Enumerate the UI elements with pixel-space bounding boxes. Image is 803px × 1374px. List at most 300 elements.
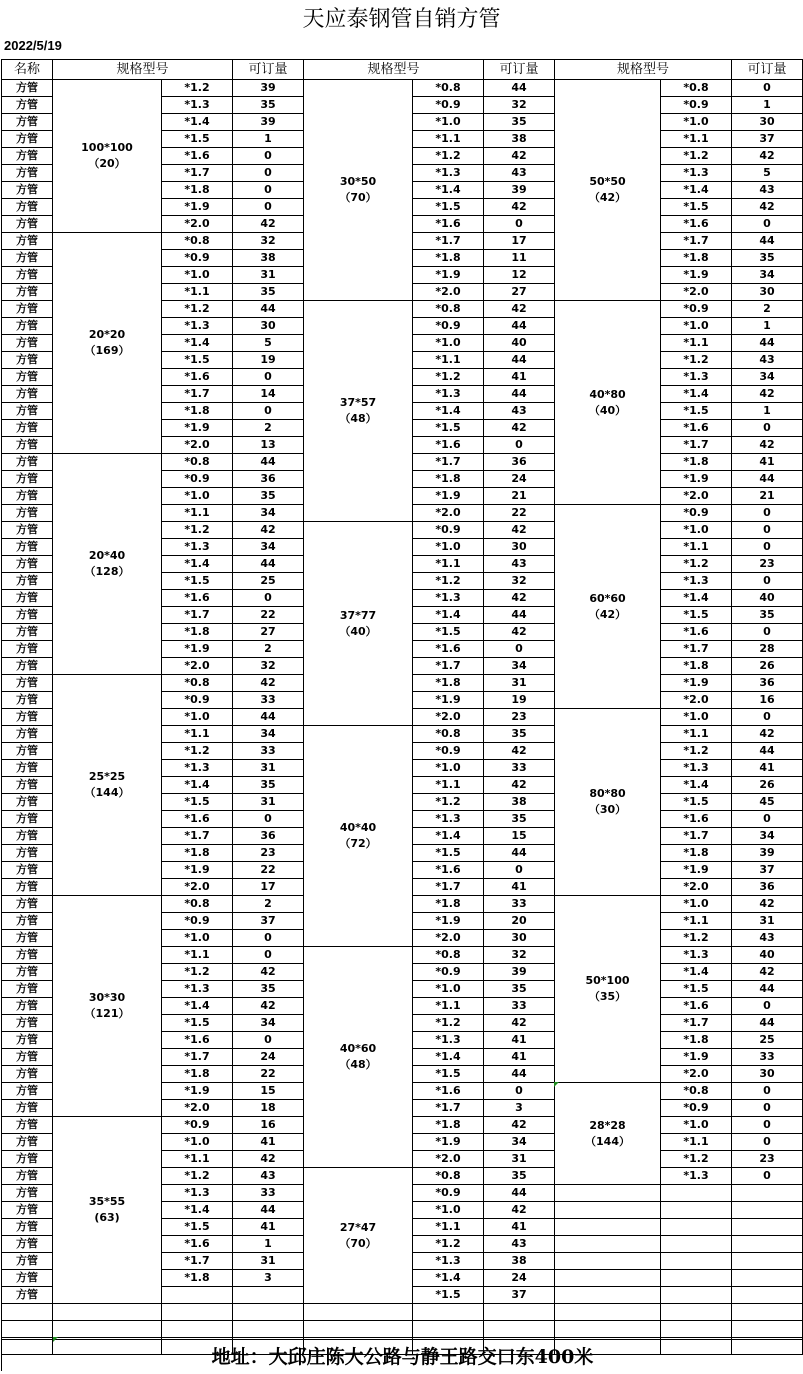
quantity-cell: 23 xyxy=(233,845,304,862)
quantity-cell: 44 xyxy=(233,1202,304,1219)
thickness-cell: *0.9 xyxy=(413,522,484,539)
thickness-cell: *2.0 xyxy=(162,879,233,896)
thickness-cell: *2.0 xyxy=(162,658,233,675)
product-name-cell: 方管 xyxy=(2,1236,53,1253)
thickness-cell: *1.2 xyxy=(162,1168,233,1185)
spec-count: （70） xyxy=(339,1236,377,1250)
spec-size: 37*57 xyxy=(339,396,377,409)
product-name-cell: 方管 xyxy=(2,148,53,165)
product-name-cell: 方管 xyxy=(2,1287,53,1304)
thickness-cell: *1.9 xyxy=(162,862,233,879)
quantity-cell: 33 xyxy=(484,760,555,777)
quantity-cell: 42 xyxy=(732,148,803,165)
quantity-cell: 27 xyxy=(233,624,304,641)
thickness-cell: *1.2 xyxy=(413,369,484,386)
thickness-cell: *1.9 xyxy=(162,1083,233,1100)
thickness-cell: *1.9 xyxy=(661,267,732,284)
thickness-cell: *2.0 xyxy=(661,488,732,505)
header-row xyxy=(2,60,803,80)
table-row xyxy=(2,1321,803,1338)
thickness-cell: *0.9 xyxy=(413,964,484,981)
product-name-cell: 方管 xyxy=(2,641,53,658)
thickness-cell: *1.5 xyxy=(162,352,233,369)
quantity-cell: 34 xyxy=(233,1015,304,1032)
quantity-cell: 1 xyxy=(732,97,803,114)
quantity-cell: 32 xyxy=(484,947,555,964)
empty-cell xyxy=(304,1321,413,1338)
quantity-cell: 31 xyxy=(732,913,803,930)
spec-group-cell xyxy=(53,80,162,233)
quantity-cell: 40 xyxy=(484,335,555,352)
quantity-cell: 42 xyxy=(484,624,555,641)
thickness-cell: *1.7 xyxy=(661,828,732,845)
empty-cell xyxy=(732,1321,803,1338)
thickness-cell: *1.0 xyxy=(413,1202,484,1219)
quantity-cell: 41 xyxy=(732,454,803,471)
empty-cell xyxy=(732,1219,803,1236)
quantity-cell: 39 xyxy=(484,182,555,199)
cell-comment-marker-icon xyxy=(53,1337,58,1342)
quantity-cell: 0 xyxy=(233,369,304,386)
product-name-cell: 方管 xyxy=(2,539,53,556)
thickness-cell: *1.8 xyxy=(162,845,233,862)
product-name-cell: 方管 xyxy=(2,692,53,709)
product-name-cell: 方管 xyxy=(2,828,53,845)
quantity-cell: 0 xyxy=(732,80,803,97)
empty-cell xyxy=(555,1321,661,1338)
thickness-cell: *1.5 xyxy=(413,1287,484,1304)
thickness-cell: *1.2 xyxy=(162,301,233,318)
thickness-cell: *1.8 xyxy=(661,454,732,471)
product-name-cell: 方管 xyxy=(2,369,53,386)
empty-cell xyxy=(661,1219,732,1236)
thickness-cell: *1.7 xyxy=(162,386,233,403)
quantity-cell: 42 xyxy=(732,437,803,454)
product-name-cell: 方管 xyxy=(2,131,53,148)
quantity-cell: 42 xyxy=(732,199,803,216)
table-row xyxy=(2,1304,803,1321)
empty-cell xyxy=(162,1321,233,1338)
quantity-cell: 11 xyxy=(484,250,555,267)
spec-count: （48） xyxy=(339,412,377,425)
thickness-cell: *1.9 xyxy=(661,862,732,879)
product-name-cell: 方管 xyxy=(2,182,53,199)
quantity-cell: 0 xyxy=(233,165,304,182)
empty-cell xyxy=(555,1304,661,1321)
product-name-cell: 方管 xyxy=(2,879,53,896)
spec-group-cell xyxy=(304,301,413,522)
quantity-cell: 32 xyxy=(233,658,304,675)
quantity-cell: 45 xyxy=(732,794,803,811)
quantity-cell: 31 xyxy=(233,1253,304,1270)
thickness-cell: *1.1 xyxy=(162,505,233,522)
quantity-cell: 35 xyxy=(732,250,803,267)
product-name-cell: 方管 xyxy=(2,1185,53,1202)
quantity-cell: 41 xyxy=(484,1219,555,1236)
thickness-cell: *1.8 xyxy=(162,624,233,641)
thickness-cell: *1.2 xyxy=(661,556,732,573)
inventory-table xyxy=(1,59,803,1355)
thickness-cell: *1.6 xyxy=(413,862,484,879)
thickness-cell: *1.0 xyxy=(661,114,732,131)
quantity-cell: 0 xyxy=(732,505,803,522)
quantity-cell: 12 xyxy=(484,267,555,284)
quantity-cell: 23 xyxy=(732,556,803,573)
quantity-cell: 0 xyxy=(732,522,803,539)
quantity-cell: 42 xyxy=(732,726,803,743)
spec-size: 80*80 xyxy=(589,787,626,800)
empty-cell xyxy=(555,1219,661,1236)
thickness-cell: *1.1 xyxy=(661,539,732,556)
thickness-cell: *1.4 xyxy=(162,998,233,1015)
thickness-cell: *0.9 xyxy=(413,318,484,335)
quantity-cell: 28 xyxy=(732,641,803,658)
quantity-cell: 42 xyxy=(484,590,555,607)
quantity-cell: 38 xyxy=(233,250,304,267)
thickness-cell: *1.6 xyxy=(413,641,484,658)
thickness-cell: *1.1 xyxy=(413,352,484,369)
quantity-cell: 23 xyxy=(484,709,555,726)
quantity-cell: 16 xyxy=(732,692,803,709)
spec-size: 37*77 xyxy=(339,608,377,622)
quantity-cell: 26 xyxy=(732,658,803,675)
thickness-cell: *1.6 xyxy=(162,811,233,828)
spec-group-cell xyxy=(555,80,661,301)
quantity-cell: 24 xyxy=(484,471,555,488)
spec-count: （144） xyxy=(84,786,130,799)
spec-group-cell xyxy=(304,80,413,301)
thickness-cell: *1.9 xyxy=(661,1049,732,1066)
quantity-cell: 34 xyxy=(233,505,304,522)
thickness-cell: *1.9 xyxy=(162,420,233,437)
quantity-cell: 24 xyxy=(484,1270,555,1287)
report-date: 2022/5/19 xyxy=(4,38,62,53)
quantity-cell: 0 xyxy=(233,148,304,165)
thickness-cell: *1.0 xyxy=(413,114,484,131)
thickness-cell: *1.9 xyxy=(413,267,484,284)
empty-cell xyxy=(555,1185,661,1202)
product-name-cell: 方管 xyxy=(2,1168,53,1185)
thickness-cell: *1.4 xyxy=(162,556,233,573)
quantity-cell: 35 xyxy=(484,1168,555,1185)
quantity-cell: 43 xyxy=(484,556,555,573)
quantity-cell: 26 xyxy=(732,777,803,794)
product-name-cell: 方管 xyxy=(2,845,53,862)
thickness-cell: *1.0 xyxy=(661,896,732,913)
thickness-cell: *1.4 xyxy=(162,1202,233,1219)
header-qty-2: 可订量 xyxy=(484,60,555,80)
spec-size: 20*20 xyxy=(88,328,126,341)
thickness-cell: *1.9 xyxy=(413,692,484,709)
spec-size: 25*25 xyxy=(88,770,126,783)
quantity-cell: 14 xyxy=(233,386,304,403)
thickness-cell: *1.8 xyxy=(162,1270,233,1287)
spec-size: 28*28 xyxy=(589,1118,626,1132)
product-name-cell: 方管 xyxy=(2,675,53,692)
quantity-cell: 0 xyxy=(233,403,304,420)
quantity-cell: 43 xyxy=(484,165,555,182)
header-spec-2: 规格型号 xyxy=(304,60,484,80)
product-name-cell: 方管 xyxy=(2,777,53,794)
quantity-cell: 0 xyxy=(732,420,803,437)
quantity-cell: 38 xyxy=(484,1253,555,1270)
quantity-cell: 24 xyxy=(233,1049,304,1066)
quantity-cell: 41 xyxy=(484,1049,555,1066)
quantity-cell: 36 xyxy=(233,471,304,488)
quantity-cell: 31 xyxy=(233,794,304,811)
product-name-cell: 方管 xyxy=(2,794,53,811)
spec-size: 30*50 xyxy=(339,175,377,188)
thickness-cell: *1.6 xyxy=(413,437,484,454)
thickness-cell: *1.5 xyxy=(413,624,484,641)
thickness-cell: *0.8 xyxy=(413,947,484,964)
empty-cell xyxy=(661,1270,732,1287)
spec-size: 50*50 xyxy=(589,175,626,188)
product-name-cell: 方管 xyxy=(2,352,53,369)
quantity-cell: 30 xyxy=(732,284,803,301)
quantity-cell: 0 xyxy=(484,437,555,454)
thickness-cell: *0.9 xyxy=(162,250,233,267)
product-name-cell: 方管 xyxy=(2,981,53,998)
thickness-cell: *1.6 xyxy=(661,998,732,1015)
thickness-cell: *1.0 xyxy=(661,522,732,539)
thickness-cell: *1.7 xyxy=(162,828,233,845)
empty-cell xyxy=(555,1253,661,1270)
header-spec-1: 规格型号 xyxy=(53,60,233,80)
product-name-cell: 方管 xyxy=(2,114,53,131)
thickness-cell: *1.5 xyxy=(413,845,484,862)
thickness-cell: *1.3 xyxy=(162,1185,233,1202)
thickness-cell: *1.6 xyxy=(413,216,484,233)
empty-cell xyxy=(484,1321,555,1338)
quantity-cell: 1 xyxy=(233,1236,304,1253)
quantity-cell: 37 xyxy=(233,913,304,930)
spec-count: （40） xyxy=(588,403,627,417)
thickness-cell: *1.3 xyxy=(413,590,484,607)
thickness-cell: *1.6 xyxy=(661,624,732,641)
empty-cell xyxy=(661,1202,732,1219)
quantity-cell: 22 xyxy=(233,1066,304,1083)
product-name-cell: 方管 xyxy=(2,403,53,420)
quantity-cell: 36 xyxy=(732,879,803,896)
thickness-cell: *0.8 xyxy=(413,301,484,318)
empty-cell xyxy=(413,1304,484,1321)
thickness-cell: *2.0 xyxy=(661,692,732,709)
quantity-cell: 44 xyxy=(732,335,803,352)
empty-cell xyxy=(661,1236,732,1253)
quantity-cell: 34 xyxy=(484,658,555,675)
quantity-cell: 42 xyxy=(233,998,304,1015)
quantity-cell: 42 xyxy=(233,522,304,539)
thickness-cell: *0.8 xyxy=(162,454,233,471)
spec-group-cell xyxy=(555,1083,661,1185)
thickness-cell: *1.7 xyxy=(661,1015,732,1032)
spec-size: 40*40 xyxy=(339,821,377,834)
spec-group-cell xyxy=(304,726,413,947)
quantity-cell: 0 xyxy=(732,539,803,556)
quantity-cell: 0 xyxy=(233,182,304,199)
thickness-cell: *0.8 xyxy=(162,896,233,913)
quantity-cell: 42 xyxy=(732,964,803,981)
product-name-cell: 方管 xyxy=(2,624,53,641)
thickness-cell: *1.8 xyxy=(162,1066,233,1083)
thickness-cell: *1.1 xyxy=(162,726,233,743)
thickness-cell: *1.7 xyxy=(413,879,484,896)
thickness-cell: *1.2 xyxy=(413,794,484,811)
quantity-cell: 41 xyxy=(484,1032,555,1049)
empty-cell xyxy=(661,1253,732,1270)
product-name-cell: 方管 xyxy=(2,386,53,403)
product-name-cell: 方管 xyxy=(2,1219,53,1236)
header-qty-3: 可订量 xyxy=(732,60,803,80)
spec-size: 40*60 xyxy=(339,1042,377,1055)
spec-group-cell xyxy=(555,709,661,896)
spec-group-cell xyxy=(555,896,661,1083)
empty-cell xyxy=(484,1304,555,1321)
thickness-cell: *1.2 xyxy=(413,573,484,590)
thickness-cell: *1.7 xyxy=(162,1049,233,1066)
thickness-cell: *1.5 xyxy=(413,1066,484,1083)
quantity-cell: 42 xyxy=(233,1151,304,1168)
thickness-cell: *1.3 xyxy=(162,760,233,777)
quantity-cell: 37 xyxy=(732,131,803,148)
inventory-table-body xyxy=(2,60,803,1355)
quantity-cell: 42 xyxy=(484,148,555,165)
product-name-cell: 方管 xyxy=(2,216,53,233)
thickness-cell: *0.8 xyxy=(413,1168,484,1185)
thickness-cell: *0.9 xyxy=(413,97,484,114)
thickness-cell: *2.0 xyxy=(413,709,484,726)
thickness-cell: *1.2 xyxy=(661,930,732,947)
header-spec-3: 规格型号 xyxy=(555,60,732,80)
quantity-cell: 36 xyxy=(732,675,803,692)
product-name-cell: 方管 xyxy=(2,233,53,250)
thickness-cell: *1.1 xyxy=(661,1134,732,1151)
thickness-cell: *1.6 xyxy=(661,216,732,233)
empty-cell xyxy=(162,1304,233,1321)
quantity-cell: 31 xyxy=(484,1151,555,1168)
thickness-cell: *1.5 xyxy=(661,794,732,811)
thickness-cell: *1.3 xyxy=(413,165,484,182)
empty-cell xyxy=(732,1185,803,1202)
quantity-cell: 0 xyxy=(732,998,803,1015)
product-name-cell: 方管 xyxy=(2,998,53,1015)
empty-cell xyxy=(555,1236,661,1253)
quantity-cell: 34 xyxy=(732,369,803,386)
quantity-cell: 18 xyxy=(233,1100,304,1117)
product-name-cell: 方管 xyxy=(2,913,53,930)
spec-count: （20） xyxy=(88,157,126,170)
spec-count: (63) xyxy=(94,1211,120,1224)
thickness-cell: *1.0 xyxy=(162,267,233,284)
thickness-cell: *1.0 xyxy=(413,335,484,352)
quantity-cell: 39 xyxy=(233,80,304,97)
thickness-cell: *1.0 xyxy=(162,488,233,505)
quantity-cell xyxy=(233,1287,304,1304)
quantity-cell: 2 xyxy=(732,301,803,318)
quantity-cell: 43 xyxy=(732,352,803,369)
quantity-cell: 21 xyxy=(484,488,555,505)
quantity-cell: 31 xyxy=(233,267,304,284)
quantity-cell: 0 xyxy=(233,199,304,216)
quantity-cell: 42 xyxy=(484,1015,555,1032)
product-name-cell: 方管 xyxy=(2,658,53,675)
thickness-cell: *2.0 xyxy=(413,930,484,947)
thickness-cell: *1.5 xyxy=(661,403,732,420)
thickness-cell: *1.4 xyxy=(413,828,484,845)
thickness-cell: *1.4 xyxy=(413,403,484,420)
spec-count: （40） xyxy=(339,624,377,638)
spec-size: 30*30 xyxy=(88,991,126,1004)
empty-cell xyxy=(555,1270,661,1287)
thickness-cell: *2.0 xyxy=(661,284,732,301)
quantity-cell: 42 xyxy=(233,216,304,233)
quantity-cell: 43 xyxy=(732,930,803,947)
thickness-cell: *1.7 xyxy=(661,641,732,658)
quantity-cell: 0 xyxy=(732,1168,803,1185)
quantity-cell: 1 xyxy=(233,131,304,148)
spec-size: 60*60 xyxy=(589,591,626,605)
thickness-cell: *0.9 xyxy=(661,301,732,318)
empty-cell xyxy=(732,1202,803,1219)
quantity-cell: 40 xyxy=(732,947,803,964)
empty-cell xyxy=(233,1304,304,1321)
empty-cell xyxy=(555,1202,661,1219)
thickness-cell: *1.7 xyxy=(661,437,732,454)
quantity-cell: 42 xyxy=(732,896,803,913)
thickness-cell: *1.9 xyxy=(661,675,732,692)
quantity-cell: 0 xyxy=(233,930,304,947)
spec-size: 40*80 xyxy=(589,387,626,401)
quantity-cell: 5 xyxy=(233,335,304,352)
quantity-cell: 43 xyxy=(732,182,803,199)
quantity-cell: 44 xyxy=(484,386,555,403)
thickness-cell: *1.3 xyxy=(661,1168,732,1185)
quantity-cell: 44 xyxy=(233,454,304,471)
thickness-cell: *1.3 xyxy=(661,573,732,590)
product-name-cell: 方管 xyxy=(2,97,53,114)
quantity-cell: 40 xyxy=(732,590,803,607)
thickness-cell: *1.9 xyxy=(413,913,484,930)
quantity-cell: 38 xyxy=(484,794,555,811)
product-name-cell: 方管 xyxy=(2,1032,53,1049)
product-name-cell: 方管 xyxy=(2,318,53,335)
thickness-cell: *2.0 xyxy=(413,284,484,301)
thickness-cell: *1.5 xyxy=(413,420,484,437)
spec-count: （121） xyxy=(84,1007,130,1020)
thickness-cell: *1.1 xyxy=(661,913,732,930)
quantity-cell: 41 xyxy=(484,879,555,896)
thickness-cell: *2.0 xyxy=(162,216,233,233)
thickness-cell: *1.0 xyxy=(162,709,233,726)
quantity-cell: 33 xyxy=(484,896,555,913)
spec-count: （42） xyxy=(588,607,627,621)
quantity-cell: 3 xyxy=(233,1270,304,1287)
quantity-cell: 43 xyxy=(484,403,555,420)
thickness-cell: *1.9 xyxy=(413,488,484,505)
thickness-cell: *1.1 xyxy=(413,131,484,148)
spec-group-cell xyxy=(53,896,162,1117)
empty-cell xyxy=(732,1270,803,1287)
empty-cell xyxy=(53,1321,162,1338)
thickness-cell: *1.5 xyxy=(413,199,484,216)
quantity-cell: 32 xyxy=(233,233,304,250)
thickness-cell: *1.3 xyxy=(661,165,732,182)
thickness-cell: *1.4 xyxy=(661,590,732,607)
thickness-cell: *1.0 xyxy=(661,318,732,335)
quantity-cell: 41 xyxy=(233,1134,304,1151)
product-name-cell: 方管 xyxy=(2,556,53,573)
